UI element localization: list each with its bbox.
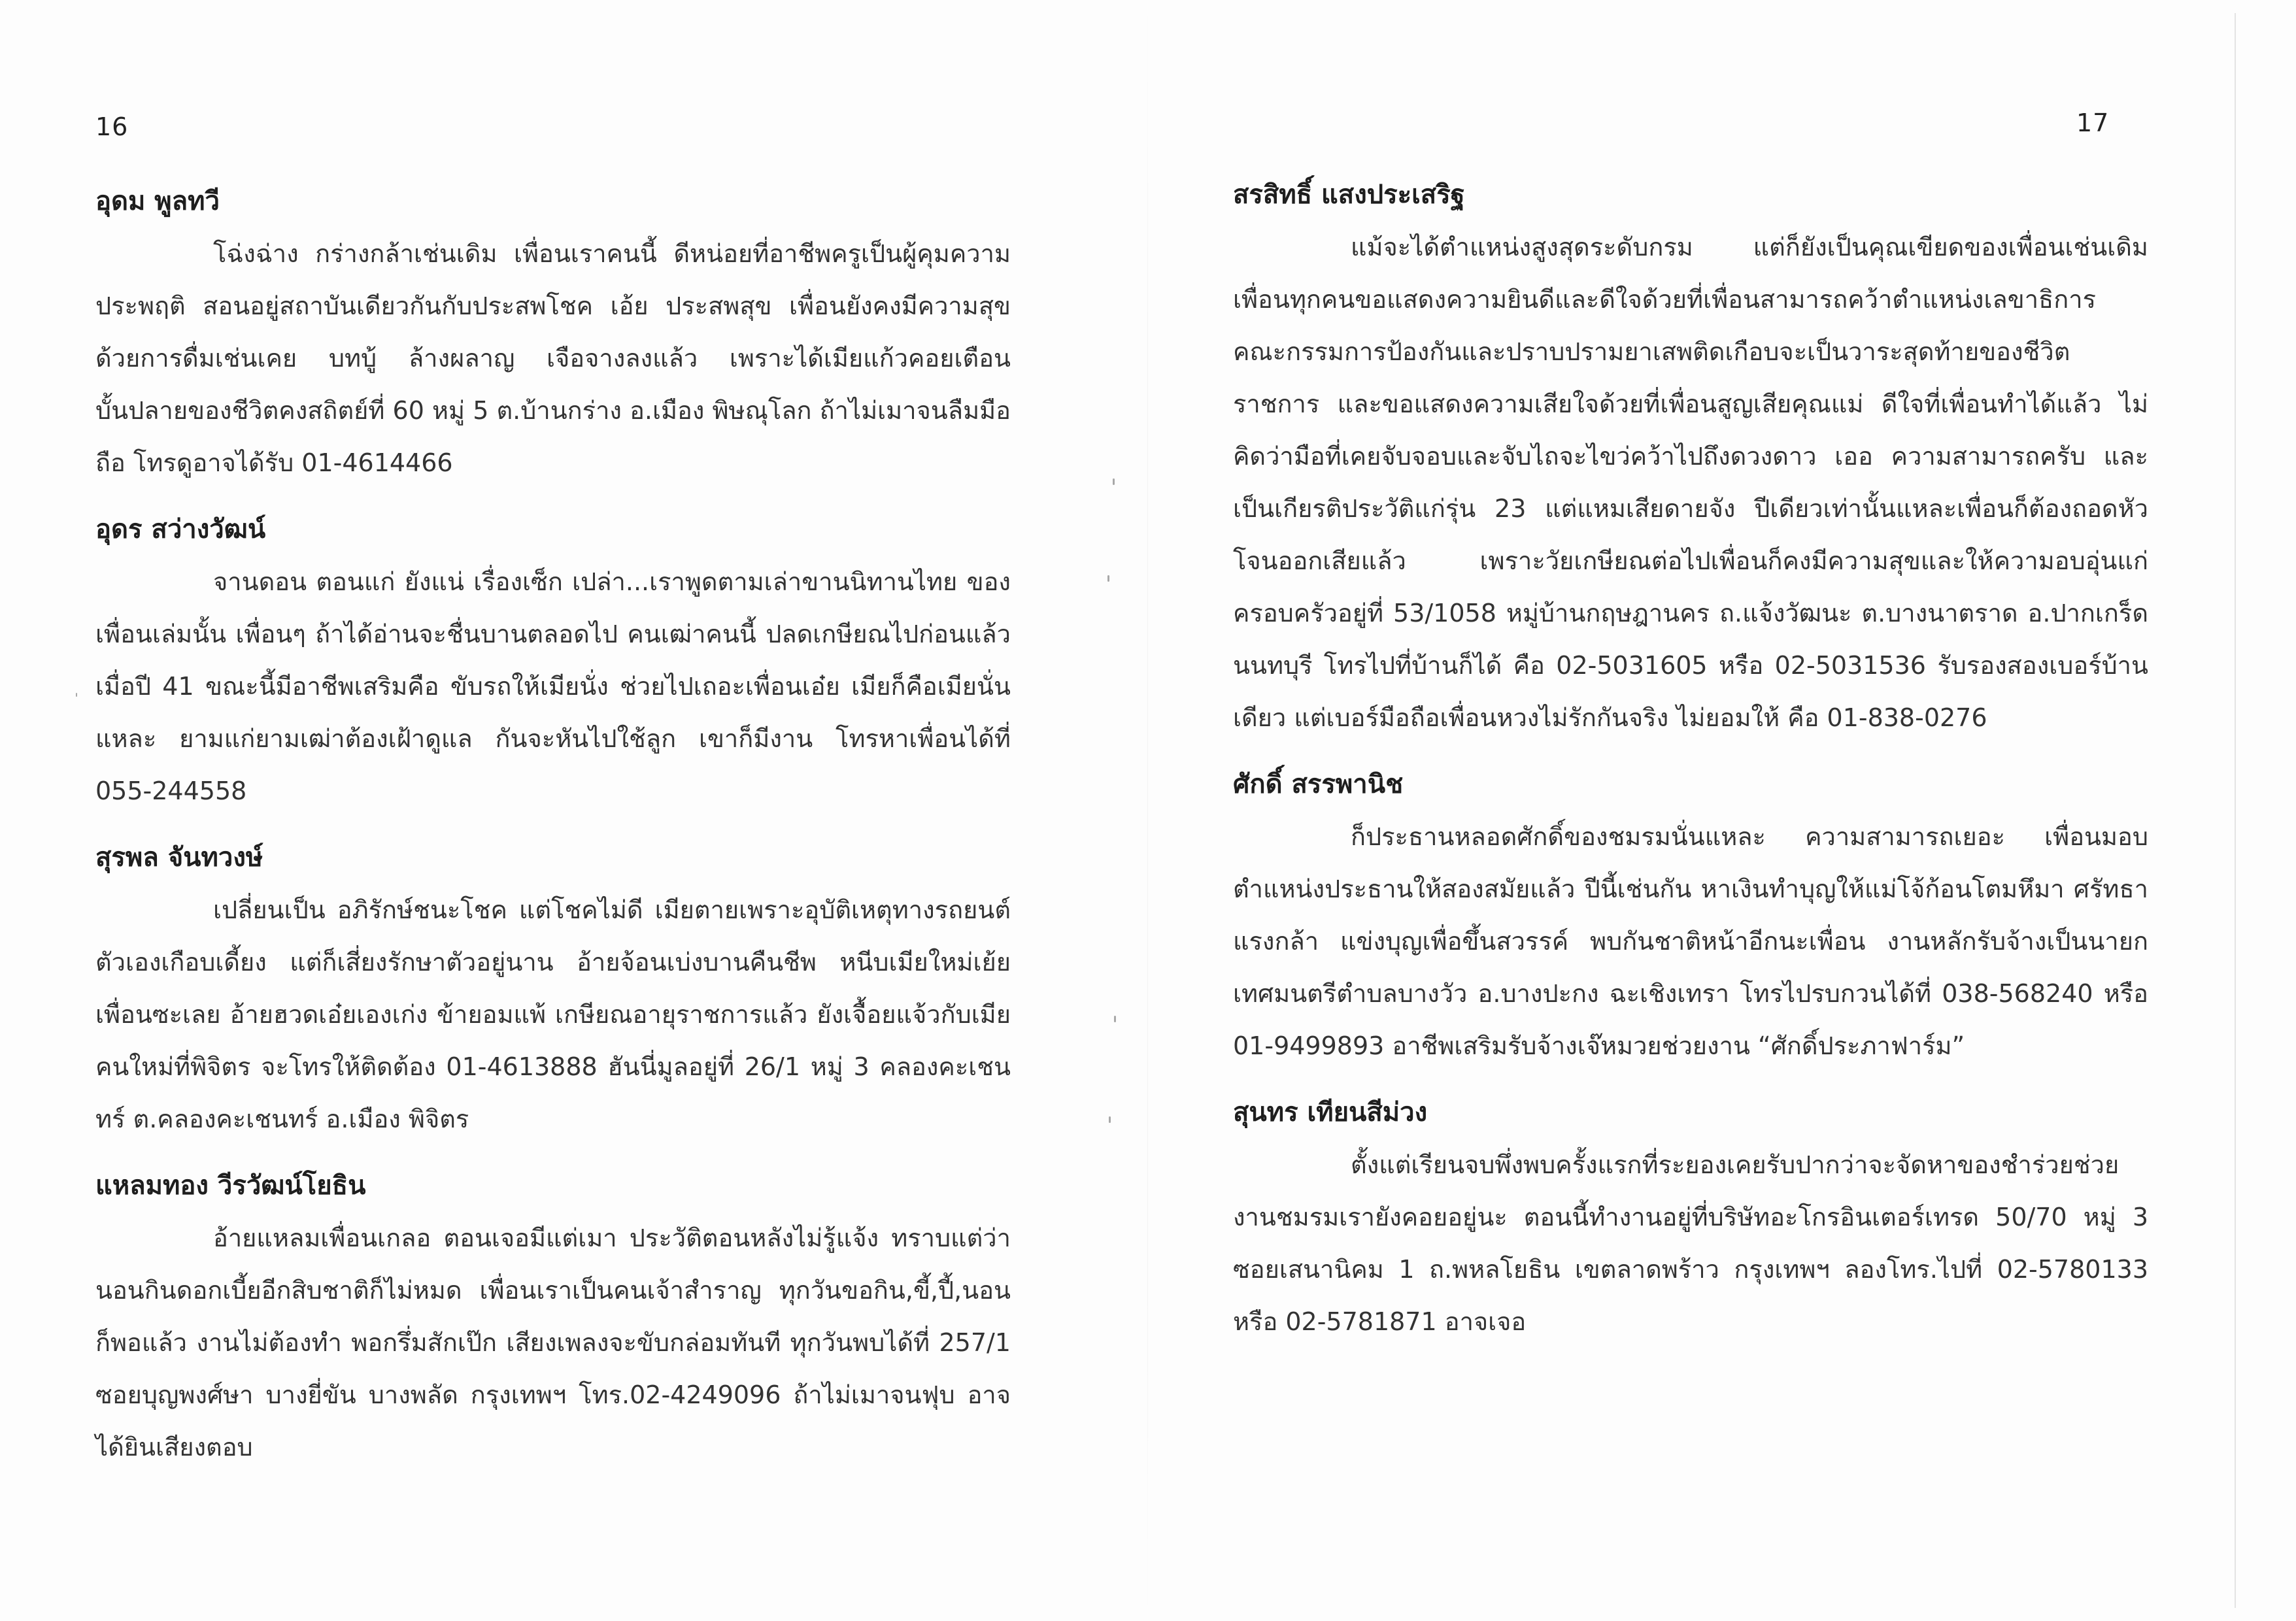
- alumni-entry: [95, 503, 1011, 817]
- alumni-entry: [95, 175, 1011, 489]
- entry-text: แม้จะได้ตำแหน่งสูงสุดระดับกรม แต่ก็ยังเป็นคุณเขียดของเพื่อนเช่นเดิม เพื่อนทุกคนขอแสดงความยินดีและดีใจด้วยที่เพื่อนสามารถคว้าตำแหน่งเลขาธิการคณะกรรมการป้องกันและปราบปรามยาเสพติดเกือบจะเป็นวาระสุดท้ายของชีวิตราชการ และขอแสดงความเสียใจด้วยที่เพื่อนสูญเสียคุณแม่ ดีใจที่เพื่อนทำได้แล้ว ไม่คิดว่ามือที่เคยจับจอบและจับไถจะไขว่คว้าไปถึงดวงดาว เออ ความสามารถครับ และเป็นเกียรติประวัติแก่รุ่น 23 แต่แหมเสียดายจัง ปีเดียวเท่านั้นแหละเพื่อนก็ต้องถอดหัวโจนออกเสียแล้ว เพราะวัยเกษียณต่อไปเพื่อนก็คงมีความสุขและให้ความอบอุ่นแก่ครอบครัวอยู่ที่ 53/1058 หมู่บ้านกฤษฎานคร ถ.แจ้งวัฒนะ ต.บางนาตราด อ.ปากเกร็ด นนทบุรี โทรไปที่บ้านก็ได้ คือ 02-5031605 หรือ 02-5031536 รับรองสองเบอร์บ้านเดียว แต่เบอร์มือถือเพื่อนหวงไม่รักกันจริง ไม่ยอมให้ คือ 01-838-0276: [1233, 233, 2148, 732]
- page-number: 16: [95, 112, 129, 141]
- alumni-entry: [95, 831, 1011, 1145]
- entry-text: ตั้งแต่เรียนจบพึ่งพบครั้งแรกที่ระยองเคยรับปากว่าจะจัดหาของชำร่วยช่วยงานชมรมเรายังคอยอยู่นะ ตอนนี้ทำงานอยู่ที่บริษัทอะโกรอินเตอร์เทรด 50/70 หมู่ 3 ซอยเสนานิคม 1 ถ.พหลโยธิน เขตลาดพร้าว กรุงเทพฯ ลองโทร.ไปที่ 02-5780133 หรือ 02-5781871 อาจเจอ: [1233, 1150, 2148, 1336]
- entry-text: อ้ายแหลมเพื่อนเกลอ ตอนเจอมีแต่เมา ประวัติตอนหลังไม่รู้แจ้ง ทราบแต่ว่านอนกินดอกเบี้ยอีกสิบชาติก็ไม่หมด เพื่อนเราเป็นคนเจ้าสำราญ ทุกวันขอกิน,ขี้,ปี้,นอน ก็พอแล้ว งานไม่ต้องทำ พอกรึ่มสักเป๊ก เสียงเพลงจะขับกล่อมทันที ทุกวันพบได้ที่ 257/1 ซอยบุญพงศ์ษา บางยี่ขัน บางพลัด กรุงเทพฯ โทร.02-4249096 ถ้าไม่เมาจนฟุบ อาจได้ยินเสียงตอบ: [95, 1224, 1011, 1462]
- entry-name: แหลมทอง วีรวัฒน์โยธิน: [95, 1171, 366, 1201]
- entry-text: โฉ่งฉ่าง กร่างกล้าเช่นเดิม เพื่อนเราคนนี้ ดีหน่อยที่อาชีพครูเป็นผู้คุมความประพฤติ สอนอยู่สถาบันเดียวกันกับประสพโชค เอ้ย ประสพสุข เพื่อนยังคงมีความสุขด้วยการดื่มเช่นเคย บทบู้ ล้างผลาญ เจือจางลงแล้ว เพราะได้เมียแก้วคอยเตือน บั้นปลายของชีวิตคงสถิตย์ที่ 60 หมู่ 5 ต.บ้านกร่าง อ.เมือง พิษณุโลก ถ้าไม่เมาจนลืมมือถือ โทรดูอาจได้รับ 01-4614466: [95, 239, 1011, 477]
- entry-name: ศักดิ์ สรรพานิช: [1233, 769, 1404, 799]
- entry-name: สุรพล จันทวงษ์: [95, 843, 263, 873]
- page-right: [1148, 0, 2296, 1621]
- alumni-entry: [1233, 1086, 2148, 1348]
- page-content: [1233, 169, 2148, 1362]
- entry-text: ก็ประธานหลอดศักดิ์ของชมรมนั่นแหละ ความสามารถเยอะ เพื่อนมอบตำแหน่งประธานให้สองสมัยแล้ว ปีนี้เช่นกัน หาเงินทำบุญให้แม่โจ้ก้อนโตมหึมา ศรัทธาแรงกล้า แข่งบุญเพื่อขึ้นสวรรค์ พบกันชาติหน้าอีกนะเพื่อน งานหลักรับจ้างเป็นนายกเทศมนตรีตำบลบางวัว อ.บางปะกง ฉะเชิงเทรา โทรไปรบกวนได้ที่ 038-568240 หรือ 01-9499893 อาชีพเสริมรับจ้างเจ๊หมวยช่วยงาน “ศักดิ์ประภาฟาร์ม”: [1233, 822, 2148, 1060]
- alumni-entry: [95, 1160, 1011, 1473]
- entry-name: สุนทร เทียนสีม่วง: [1233, 1097, 1428, 1128]
- entry-text: จานดอน ตอนแก่ ยังแน่ เรื่องเซ็ก เปล่า...เราพูดตามเล่าขานนิทานไทย ของเพื่อนเล่มนั้น เพื่อนๆ ถ้าได้อ่านจะชื่นบานตลอดไป คนเฒ่าคนนี้ ปลดเกษียณไปก่อนแล้ว เมื่อปี 41 ขณะนี้มีอาชีพเสริมคือ ขับรถให้เมียนั่ง ช่วยไปเถอะเพื่อนเอ๋ย เมียก็คือเมียนั่นแหละ ยามแก่ยามเฒ่าต้องเฝ้าดูแล กันจะหันไปใช้ลูก เขาก็มีงาน โทรหาเพื่อนได้ที่ 055-244558: [95, 567, 1011, 805]
- entry-name: สรสิทธิ์ แสงประเสริฐ: [1233, 180, 1465, 210]
- page-number: 17: [2076, 109, 2110, 137]
- alumni-entry: [1233, 169, 2148, 744]
- alumni-entry: [1233, 758, 2148, 1072]
- entry-name: อุดร สว่างวัฒน์: [95, 514, 266, 544]
- entry-name: อุดม พูลทวี: [95, 186, 220, 216]
- entry-text: เปลี่ยนเป็น อภิรักษ์ชนะโชค แต่โชคไม่ดี เมียตายเพราะอุบัติเหตุทางรถยนต์ ตัวเองเกือบเดี้ยง แต่ก็เสี่ยงรักษาตัวอยู่นาน อ้ายจ้อนเบ่งบานคืนชีพ หนีบเมียใหม่เย้ยเพื่อนซะเลย อ้ายฮวดเอ๋ยเองเก่ง ข้ายอมแพ้ เกษียณอายุราชการแล้ว ยังเจื้อยแจ้วกับเมียคนใหม่ที่พิจิตร จะโทรให้ติดต้อง 01-4613888 ฮันนี่มูลอยู่ที่ 26/1 หมู่ 3 คลองคะเชนทร์ ต.คลองคะเชนทร์ อ.เมือง พิจิตร: [95, 895, 1011, 1133]
- page-content: [95, 175, 1011, 1488]
